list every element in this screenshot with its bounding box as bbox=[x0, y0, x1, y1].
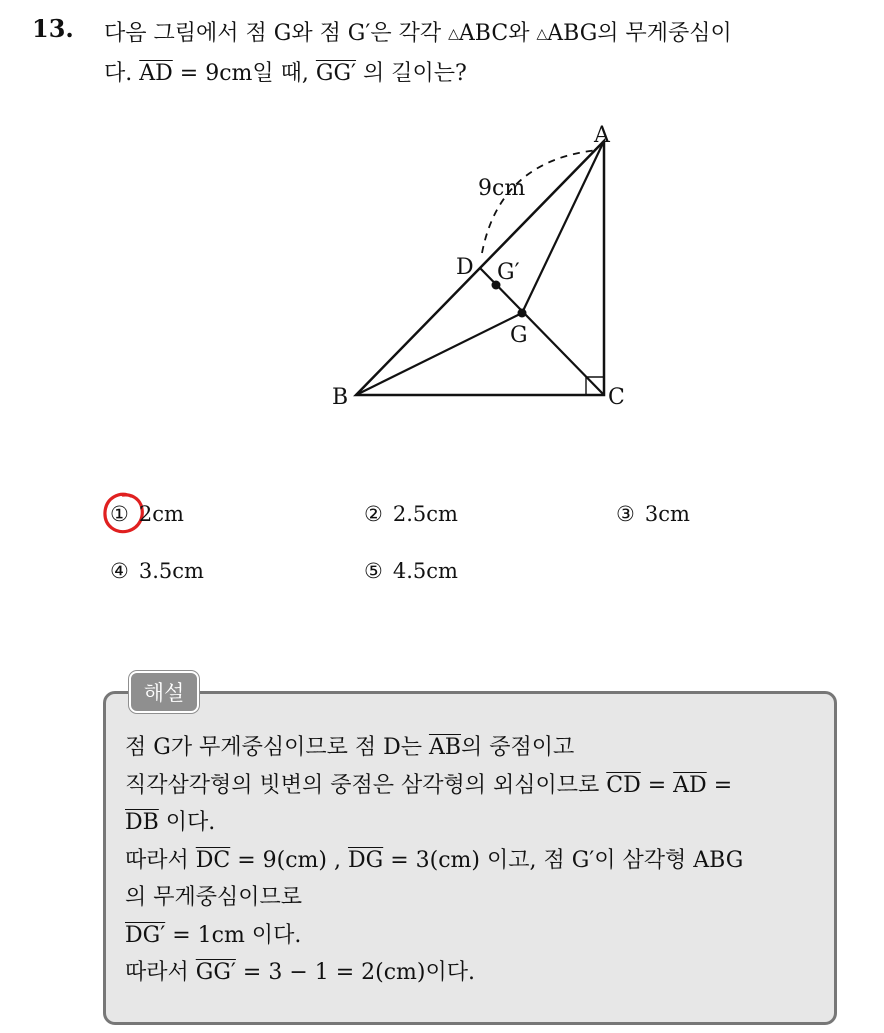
solution-line-2 bbox=[125, 767, 835, 805]
choice-3-number: ③ bbox=[616, 502, 635, 526]
label-g: G bbox=[510, 323, 528, 348]
question-text-part: 다. bbox=[104, 61, 140, 86]
label-c: C bbox=[608, 385, 625, 410]
solution-text-part: 점 G가 무게중심이므로 점 D는 bbox=[125, 735, 429, 760]
choice-2-text: 2.5cm bbox=[392, 502, 458, 526]
solution-text-part: 직각삼각형의 빗변의 중점은 삼각형의 외심이므로 bbox=[125, 772, 607, 798]
choice-4-number: ④ bbox=[110, 559, 129, 583]
solution-text-part: = 3(cm) 이고, 점 G′이 삼각형 ABG bbox=[383, 847, 744, 873]
choice-4-text: 3.5cm bbox=[138, 559, 204, 583]
choice-1-number: ① bbox=[110, 502, 129, 526]
question-text-part: = 9cm일 때, bbox=[172, 61, 316, 86]
choice-3[interactable] bbox=[616, 502, 690, 526]
solution-text-part: = 3 − 1 = 2(cm)이다. bbox=[235, 960, 476, 985]
choice-1-text: 2cm bbox=[138, 502, 184, 526]
solution-line-5: 의 무게중심이므로 bbox=[125, 885, 303, 910]
segment-bg bbox=[356, 313, 522, 395]
choice-5-number: ⑤ bbox=[364, 559, 383, 583]
question-line-1 bbox=[104, 14, 874, 54]
figure-svg bbox=[310, 110, 650, 420]
solution-text-part: = bbox=[706, 772, 733, 798]
triangle-figure bbox=[310, 110, 650, 420]
segment-db: $\overline{DB}$ bbox=[125, 810, 159, 835]
question-number: 13. bbox=[32, 14, 74, 43]
segment-dg-prime: DG′ bbox=[125, 922, 166, 948]
solution-line-7 bbox=[125, 954, 835, 992]
label-length: 9cm bbox=[478, 176, 526, 201]
point-g bbox=[518, 309, 527, 318]
segment-ab: $\overline{AB}$ bbox=[428, 735, 462, 760]
label-a: A bbox=[594, 123, 610, 148]
question-line-2 bbox=[104, 54, 874, 94]
solution-line-4 bbox=[125, 842, 835, 880]
solution-text-part: = 1cm 이다. bbox=[165, 922, 302, 948]
label-b: B bbox=[332, 385, 349, 410]
segment-ad: $\overline{AD}$ bbox=[139, 61, 173, 86]
choice-2-number: ② bbox=[364, 502, 383, 526]
segment-dg: $\overline{DG}$ bbox=[347, 847, 384, 873]
label-g-prime: G′ bbox=[497, 260, 520, 285]
segment-ag bbox=[522, 141, 604, 313]
question-text-part: 다음 그림에서 점 G와 점 G′은 각각 bbox=[104, 21, 449, 46]
solution-text-part: = bbox=[640, 772, 674, 798]
solution-text-part: = 9(cm) , bbox=[230, 847, 348, 873]
segment-gg-prime: GG′ bbox=[315, 61, 357, 86]
choice-3-text: 3cm bbox=[644, 502, 690, 526]
choice-2[interactable] bbox=[364, 502, 458, 526]
question-text bbox=[104, 14, 874, 94]
solution-text-part: 따라서 bbox=[125, 847, 196, 873]
choice-5[interactable] bbox=[364, 559, 458, 583]
segment-cd: $\overline{CD}$ bbox=[606, 772, 641, 798]
solution-text-part: 이다. bbox=[158, 810, 216, 835]
triangle-symbol: △ bbox=[448, 26, 459, 42]
solution-text-part: 따라서 bbox=[125, 960, 196, 985]
question-text-part: 의 길이는? bbox=[356, 61, 467, 86]
solution-text bbox=[125, 729, 835, 992]
question-text-part: ABG의 무게중심이 bbox=[547, 21, 732, 46]
label-d: D bbox=[456, 255, 474, 280]
segment-gg-prime: GG′ bbox=[195, 960, 236, 985]
solution-line-3 bbox=[125, 804, 835, 842]
triangle-symbol: △ bbox=[536, 26, 548, 42]
choice-1[interactable] bbox=[110, 502, 184, 526]
solution-tag: 해설 bbox=[129, 671, 199, 713]
solution-text-part: 의 중점이고 bbox=[461, 735, 575, 760]
question-text-part: ABC와 bbox=[458, 21, 537, 46]
solution-line-6 bbox=[125, 917, 835, 955]
segment-dc: $\overline{DC}$ bbox=[195, 847, 231, 873]
choice-5-text: 4.5cm bbox=[392, 559, 458, 583]
segment-ad: $\overline{AD}$ bbox=[673, 772, 707, 798]
choice-4[interactable] bbox=[110, 559, 204, 583]
solution-line-1 bbox=[125, 729, 835, 767]
